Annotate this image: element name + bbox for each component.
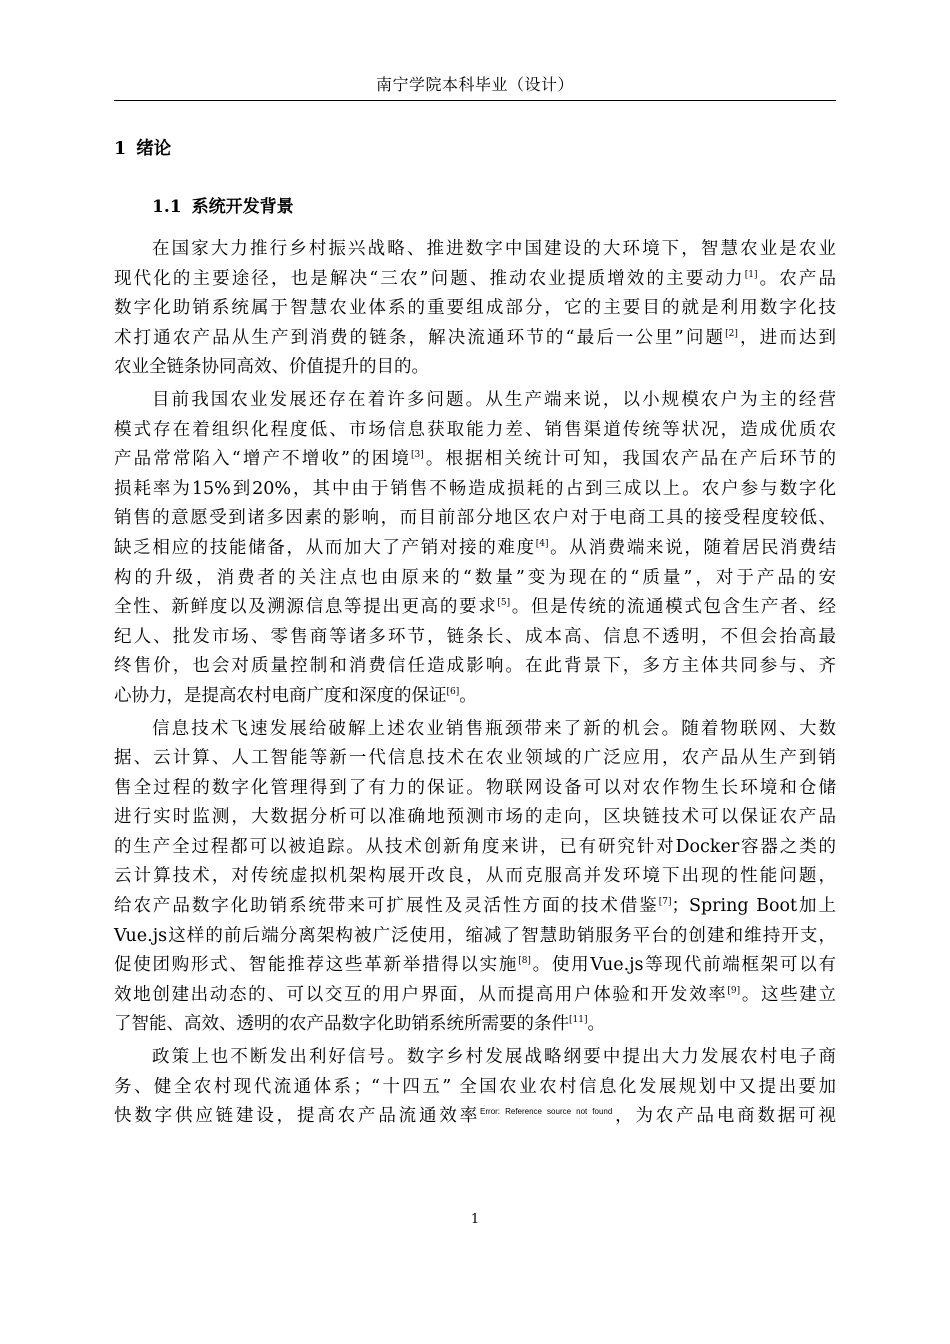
chapter-title: 绪论 [136,139,172,159]
text-line: 销售的意愿受到诸多因素的影响，而目前部分地区农户对于电商工具的接受程度较低、 [114,508,836,529]
text-line: 售全过程的数字化管理得到了有力的保证。物联网设备可以对农作物生长环境和仓储 [114,777,836,798]
body-text [114,235,836,1132]
paragraph [114,235,836,383]
header-rule [114,100,836,101]
citation: [3] [411,450,424,461]
paragraph [114,1043,836,1132]
text-line: 心协力，是提高农村电商广度和深度的保证[6]。 [114,685,477,706]
text-line: 效地创建出动态的、可以交互的用户界面，从而提高用户体验和开发效率[9]。这些建立 [114,984,837,1005]
text-line: 的生产全过程都可以被追踪。从技术创新角度来讲，已有研究针对Docker容器之类的 [114,836,836,857]
citation: [1] [744,269,758,280]
text-line: 损耗率为15%到20%，其中由于销售不畅造成损耗的占到三成以上。农户参与数字化 [114,478,836,499]
citation: [6] [446,686,460,697]
paragraph [114,386,836,712]
text-line: 目前我国农业发展还存在着许多问题。从生产端来说，以小规模农户为主的经营 [152,389,836,410]
text-line: 现代化的主要途径，也是解决“三农”问题、推动农业提质增效的主要动力[1]。农产品 [114,268,836,289]
page-header: 南宁学院本科毕业（设计） [375,75,574,94]
text-line: 云计算技术，对传统虚拟机架构展开改良，从而克服高并发环境下出现的性能问题， [114,866,836,887]
text-line: 给农产品数字化助销系统带来可扩展性及灵活性方面的技术借鉴[7]；Spring Boot加上 [114,896,837,917]
citation: [11] [569,1015,588,1026]
citation: [5] [497,598,511,609]
text-line: 务、健全农村现代流通体系；“十四五” 全国农业农村信息化发展规划中又提出要加 [114,1076,836,1097]
text-line: 缺乏相应的技能储备，从而加大了产销对接的难度[4]。从消费端来说，随着居民消费结 [114,537,837,558]
text-line: 产品常常陷入“增产不增收”的困境[3]。根据相关统计可知，我国农产品在产后环节的 [114,449,836,470]
text-line: Vue.js这样的前后端分离架构被广泛使用，缩减了智慧助销服务平台的创建和维持开支， [114,925,836,946]
text-line: 农业全链条协同高效、价值提升的目的。 [114,357,429,378]
text-line: 术打通农产品从生产到消费的链条，解决流通环节的“最后一公里”问题[2]，进而达到 [114,327,836,348]
text-line: 据、云计算、人工智能等新一代信息技术在农业领域的广泛应用，农产品从生产到销 [114,748,836,769]
text-line: 纪人、批发市场、零售商等诸多环节，链条长、成本高、信息不透明，不但会抬高最 [114,626,836,647]
text-line: 模式存在着组织化程度低、市场信息获取能力差、销售渠道传统等状况，造成优质农 [114,419,836,440]
text-line: 在国家大力推行乡村振兴战略、推进数字中国建设的大环境下，智慧农业是农业 [152,239,836,259]
page-number: 1 [470,1212,480,1227]
paragraph [114,715,836,1041]
reference-error: Error: Reference source not found [480,1107,613,1117]
citation: [9] [727,985,741,996]
text-line: 促使团购形式、智能推荐这些革新举措得以实施[8]。使用Vue.js等现代前端框架可以有 [114,955,837,976]
text-line: 数字化助销系统属于智慧农业体系的重要组成部分，它的主要目的就是利用数字化技 [114,298,836,319]
chapter-heading [114,137,171,161]
text-line: 构的升级，消费者的关注点也由原来的“数量”变为现在的“质量”，对于产品的安 [114,567,836,588]
citation: [8] [518,956,531,967]
text-line: 了智能、高效、透明的农产品数字化助销系统所需要的条件[11]。 [114,1014,605,1035]
citation: [2] [725,328,738,339]
section-number: 1.1 [152,197,182,217]
text-line: 全性、新鲜度以及溯源信息等提出更高的要求[5]。但是传统的流通模式包含生产者、经 [114,597,837,618]
citation: [7] [658,897,672,908]
text-line: 终售价，也会对质量控制和消费信任造成影响。在此背景下，多方主体共同参与、齐 [114,656,836,677]
text-line: 快数字供应链建设，提高农产品流通效率$^{Error: Reference source not found}$，为农产品电商数据可视 [114,1106,837,1127]
section-heading [152,195,294,219]
section-title: 系统开发背景 [191,197,294,217]
chapter-number: 1 [114,139,127,159]
text-line: 政策上也不断发出利好信号。数字乡村发展战略纲要中提出大力发展农村电子商 [152,1047,836,1068]
citation: [4] [535,538,549,549]
text-line: 信息技术飞速发展给破解上述农业销售瓶颈带来了新的机会。随着物联网、大数 [152,718,836,739]
text-line: 进行实时监测，大数据分析可以准确地预测市场的走向，区块链技术可以保证农产品 [114,807,836,828]
